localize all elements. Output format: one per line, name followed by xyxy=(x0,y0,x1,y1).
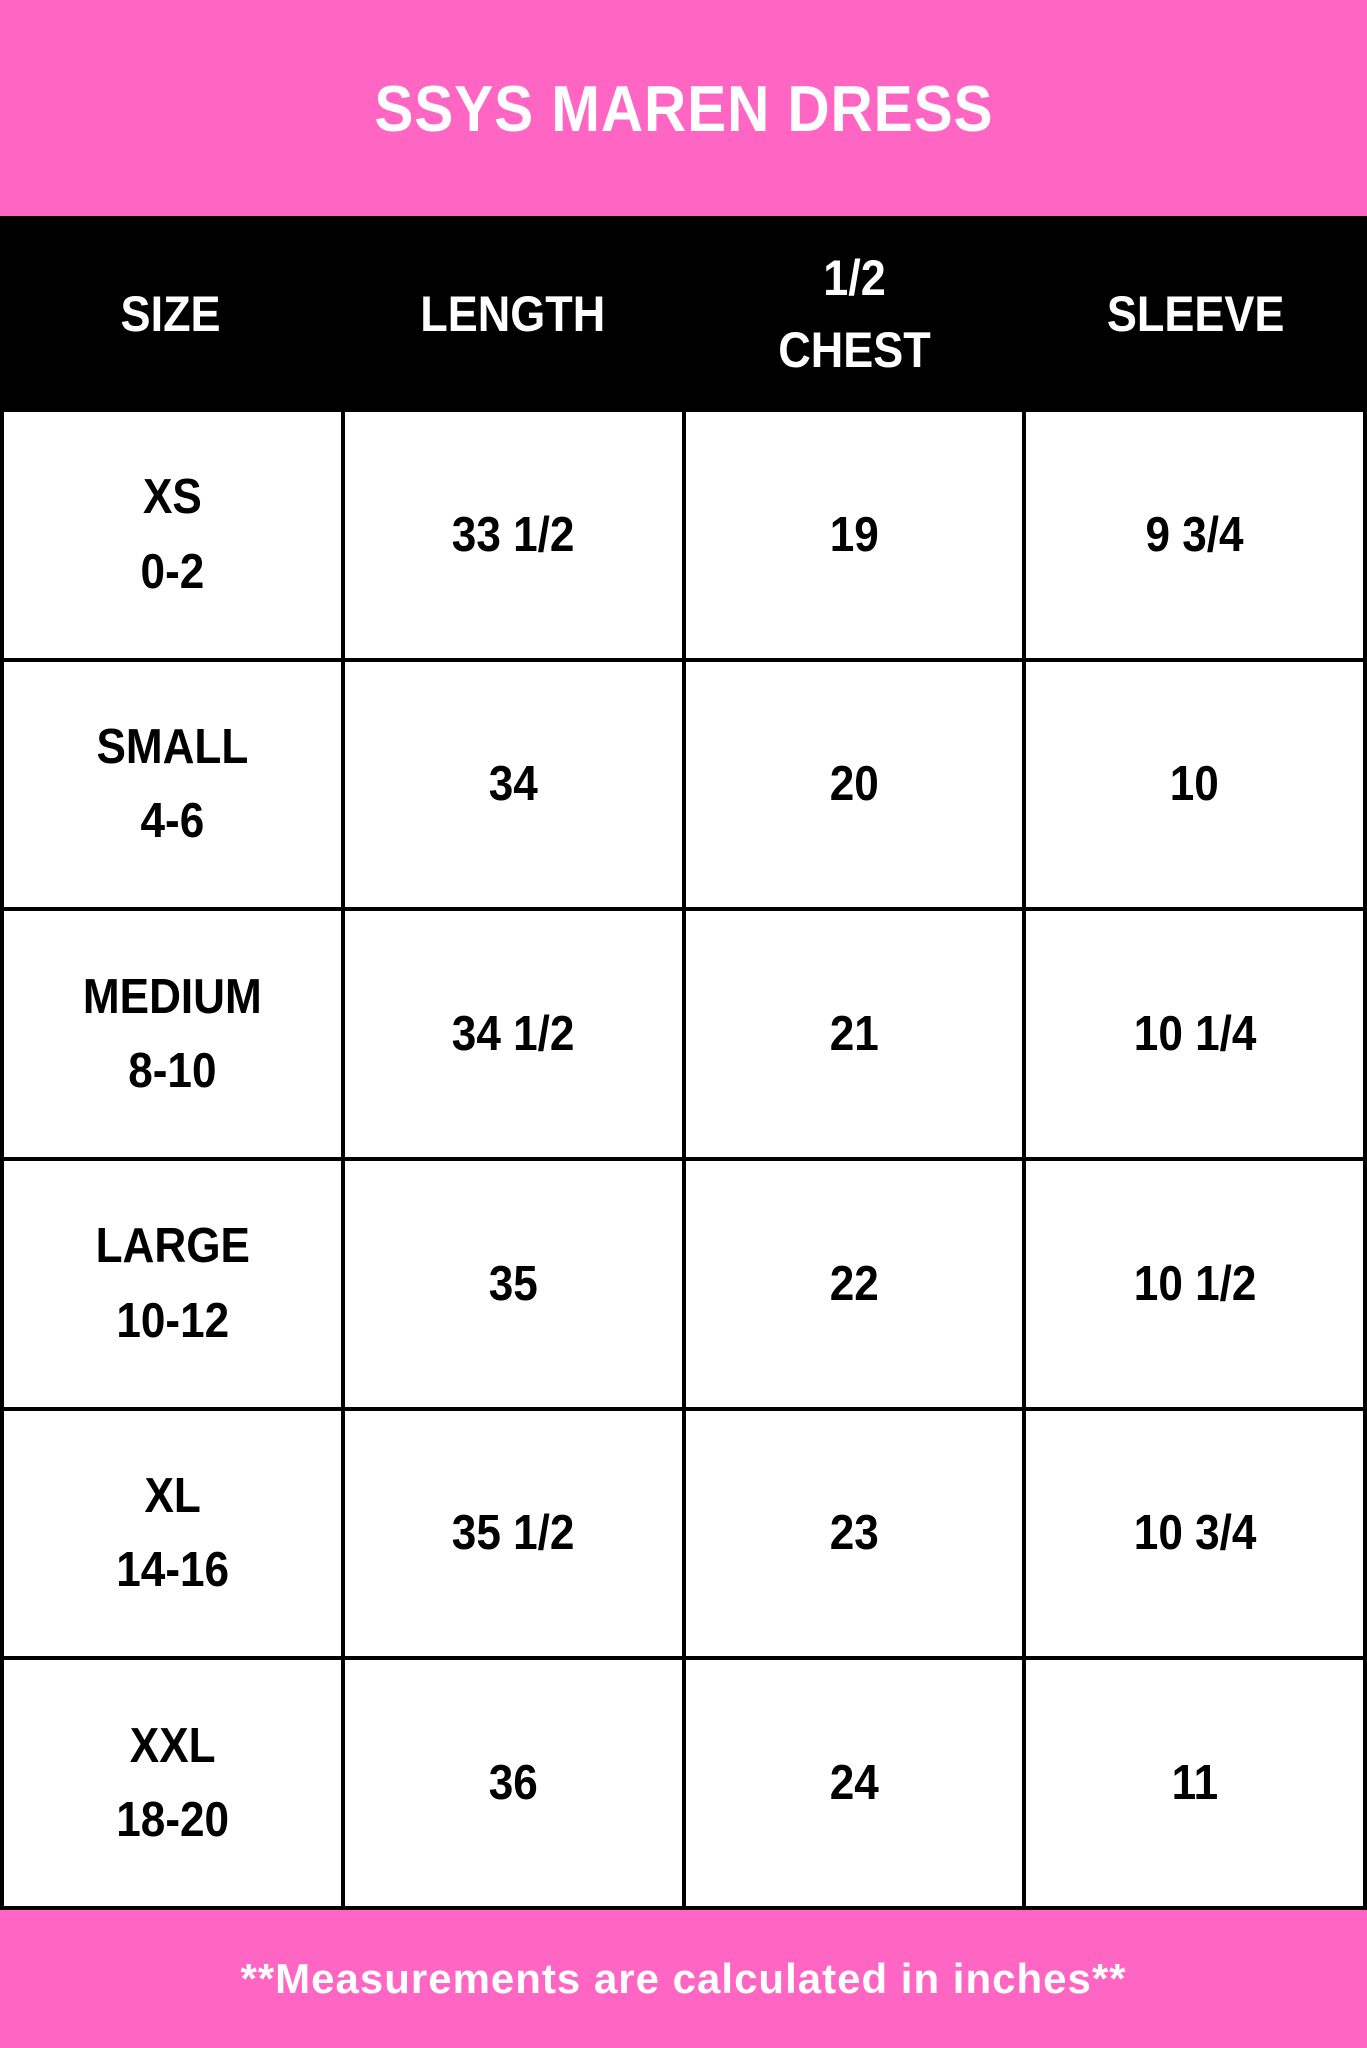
footer-band xyxy=(0,1910,1367,2048)
size-label: XS xyxy=(142,470,202,525)
size-cell-large xyxy=(4,1161,341,1407)
size-cell-xs xyxy=(4,412,341,658)
size-label: SMALL xyxy=(96,720,249,775)
size-label: XL xyxy=(144,1469,201,1524)
column-header-half-chest: 1/2 CHEST xyxy=(778,249,931,378)
half-chest-cell: 22 xyxy=(686,1161,1023,1407)
title-band xyxy=(0,0,1367,216)
size-cell-xl xyxy=(4,1411,341,1657)
length-cell: 35 1/2 xyxy=(345,1411,682,1657)
size-range: 4-6 xyxy=(140,794,205,849)
sleeve-cell: 10 1/4 xyxy=(1026,911,1363,1157)
half-chest-cell: 24 xyxy=(686,1660,1023,1906)
column-header-size: SIZE xyxy=(120,285,221,342)
column-header-length: LENGTH xyxy=(420,285,606,342)
length-cell: 34 1/2 xyxy=(345,911,682,1157)
sleeve-cell: 10 3/4 xyxy=(1026,1411,1363,1657)
table-body xyxy=(0,412,1367,1910)
size-label: LARGE xyxy=(95,1219,250,1274)
length-cell: 33 1/2 xyxy=(345,412,682,658)
sleeve-cell: 10 1/2 xyxy=(1026,1161,1363,1407)
size-range: 0-2 xyxy=(140,544,205,599)
length-cell: 35 xyxy=(345,1161,682,1407)
half-chest-cell: 19 xyxy=(686,412,1023,658)
size-cell-xxl xyxy=(4,1660,341,1906)
sleeve-cell: 9 3/4 xyxy=(1026,412,1363,658)
table-header-row xyxy=(0,216,1367,412)
half-chest-cell: 20 xyxy=(686,662,1023,908)
size-range: 8-10 xyxy=(128,1044,217,1099)
size-label: XXL xyxy=(129,1718,216,1773)
half-chest-cell: 23 xyxy=(686,1411,1023,1657)
size-range: 10-12 xyxy=(115,1293,229,1348)
page-title-text: SSYS MAREN DRESS xyxy=(373,71,994,145)
measurement-note: **Measurements are calculated in inches** xyxy=(240,1955,1127,2002)
length-cell: 34 xyxy=(345,662,682,908)
size-range: 18-20 xyxy=(115,1793,229,1848)
size-label: MEDIUM xyxy=(82,969,262,1024)
size-range: 14-16 xyxy=(115,1543,229,1598)
page-title xyxy=(340,71,1028,146)
half-chest-cell: 21 xyxy=(686,911,1023,1157)
length-cell: 36 xyxy=(345,1660,682,1906)
sleeve-cell: 11 xyxy=(1026,1660,1363,1906)
sleeve-cell: 10 xyxy=(1026,662,1363,908)
size-cell-medium xyxy=(4,911,341,1157)
column-header-sleeve: SLEEVE xyxy=(1107,285,1285,342)
size-cell-small xyxy=(4,662,341,908)
